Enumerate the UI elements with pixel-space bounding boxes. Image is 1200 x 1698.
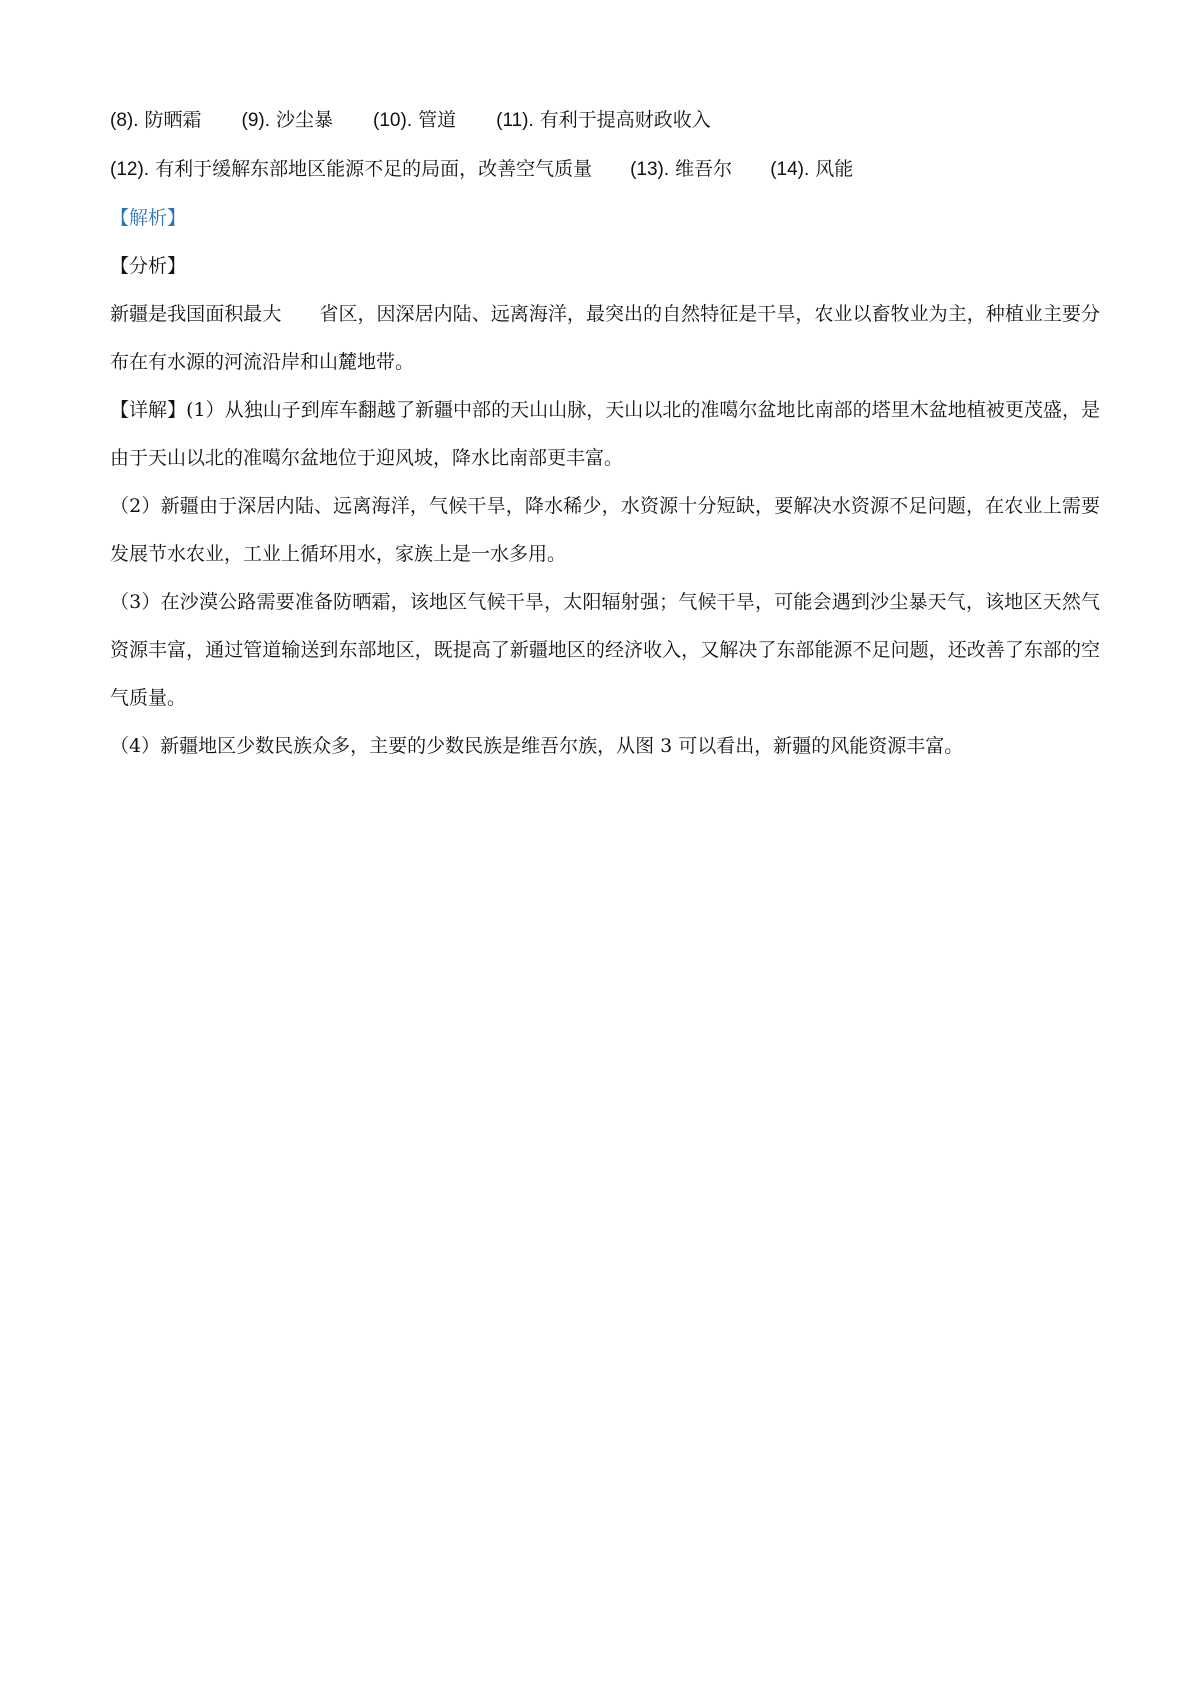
detail-paragraph-4: （4）新疆地区少数民族众多，主要的少数民族是维吾尔族，从图 3 可以看出，新疆的风能资源丰富。	[110, 735, 964, 757]
detail-paragraph-1	[110, 386, 1100, 482]
answer-text: 有利于缓解东部地区能源不足的局面，改善空气质量	[155, 158, 593, 180]
answer-list	[110, 96, 1100, 145]
answer-text: 有利于提高财政收入	[539, 109, 711, 131]
analysis-paragraph	[110, 290, 1100, 386]
answer-text: 维吾尔	[675, 158, 733, 180]
answer-item	[373, 96, 456, 145]
analysis-text-b: 省区，因深居内陆、远离海洋，最突出的自然特征是干旱，农业以畜牧业为主，种植业主要分布在有水源的河流沿岸和山麓地带。	[110, 303, 1100, 373]
detail-paragraph-2: （2）新疆由于深居内陆、远离海洋，气候干旱，降水稀少，水资源十分短缺，要解决水资源不足问题，在农业上需要发展节水农业，工业上循环用水，家族上是一水多用。	[110, 495, 1100, 565]
answer-text: 防晒霜	[144, 109, 202, 131]
answer-item	[242, 96, 334, 145]
answer-number: (10).	[373, 110, 413, 131]
detail-label: 【详解】	[110, 399, 187, 421]
answer-number: (11).	[496, 110, 534, 131]
answer-content	[110, 96, 1100, 770]
answer-text: 管道	[418, 109, 457, 131]
answer-line-wrap	[110, 145, 1100, 194]
answer-number: (13).	[630, 159, 670, 180]
answer-text: 沙尘暴	[276, 109, 334, 131]
fenxi-label: 【分析】	[110, 255, 187, 277]
answer-number: (8).	[110, 110, 139, 131]
answer-text: 风能	[815, 158, 854, 180]
answer-number: (9).	[241, 110, 271, 131]
answer-item	[110, 96, 202, 145]
detail-paragraph-3: （3）在沙漠公路需要准备防晒霜，该地区气候干旱，太阳辐射强；气候干旱，可能会遇到沙尘暴天气，该地区天然气资源丰富，通过管道输送到东部地区，既提高了新疆地区的经济收入，又解决了东部能源不足问题，还改善了东部的空气质量。	[110, 591, 1100, 709]
detail-text: (1）从独山子到库车翻越了新疆中部的天山山脉，天山以北的准噶尔盆地比南部的塔里木盆地植被更茂盛，是由于天山以北的准噶尔盆地位于迎风坡，降水比南部更丰富。	[110, 399, 1100, 469]
answer-item	[496, 96, 711, 145]
analysis-text-a: 新疆是我国面积最大	[110, 303, 282, 325]
answer-number: (12).	[110, 159, 150, 180]
analysis-label: 【解析】	[110, 207, 187, 229]
answer-number: (14).	[770, 159, 810, 180]
